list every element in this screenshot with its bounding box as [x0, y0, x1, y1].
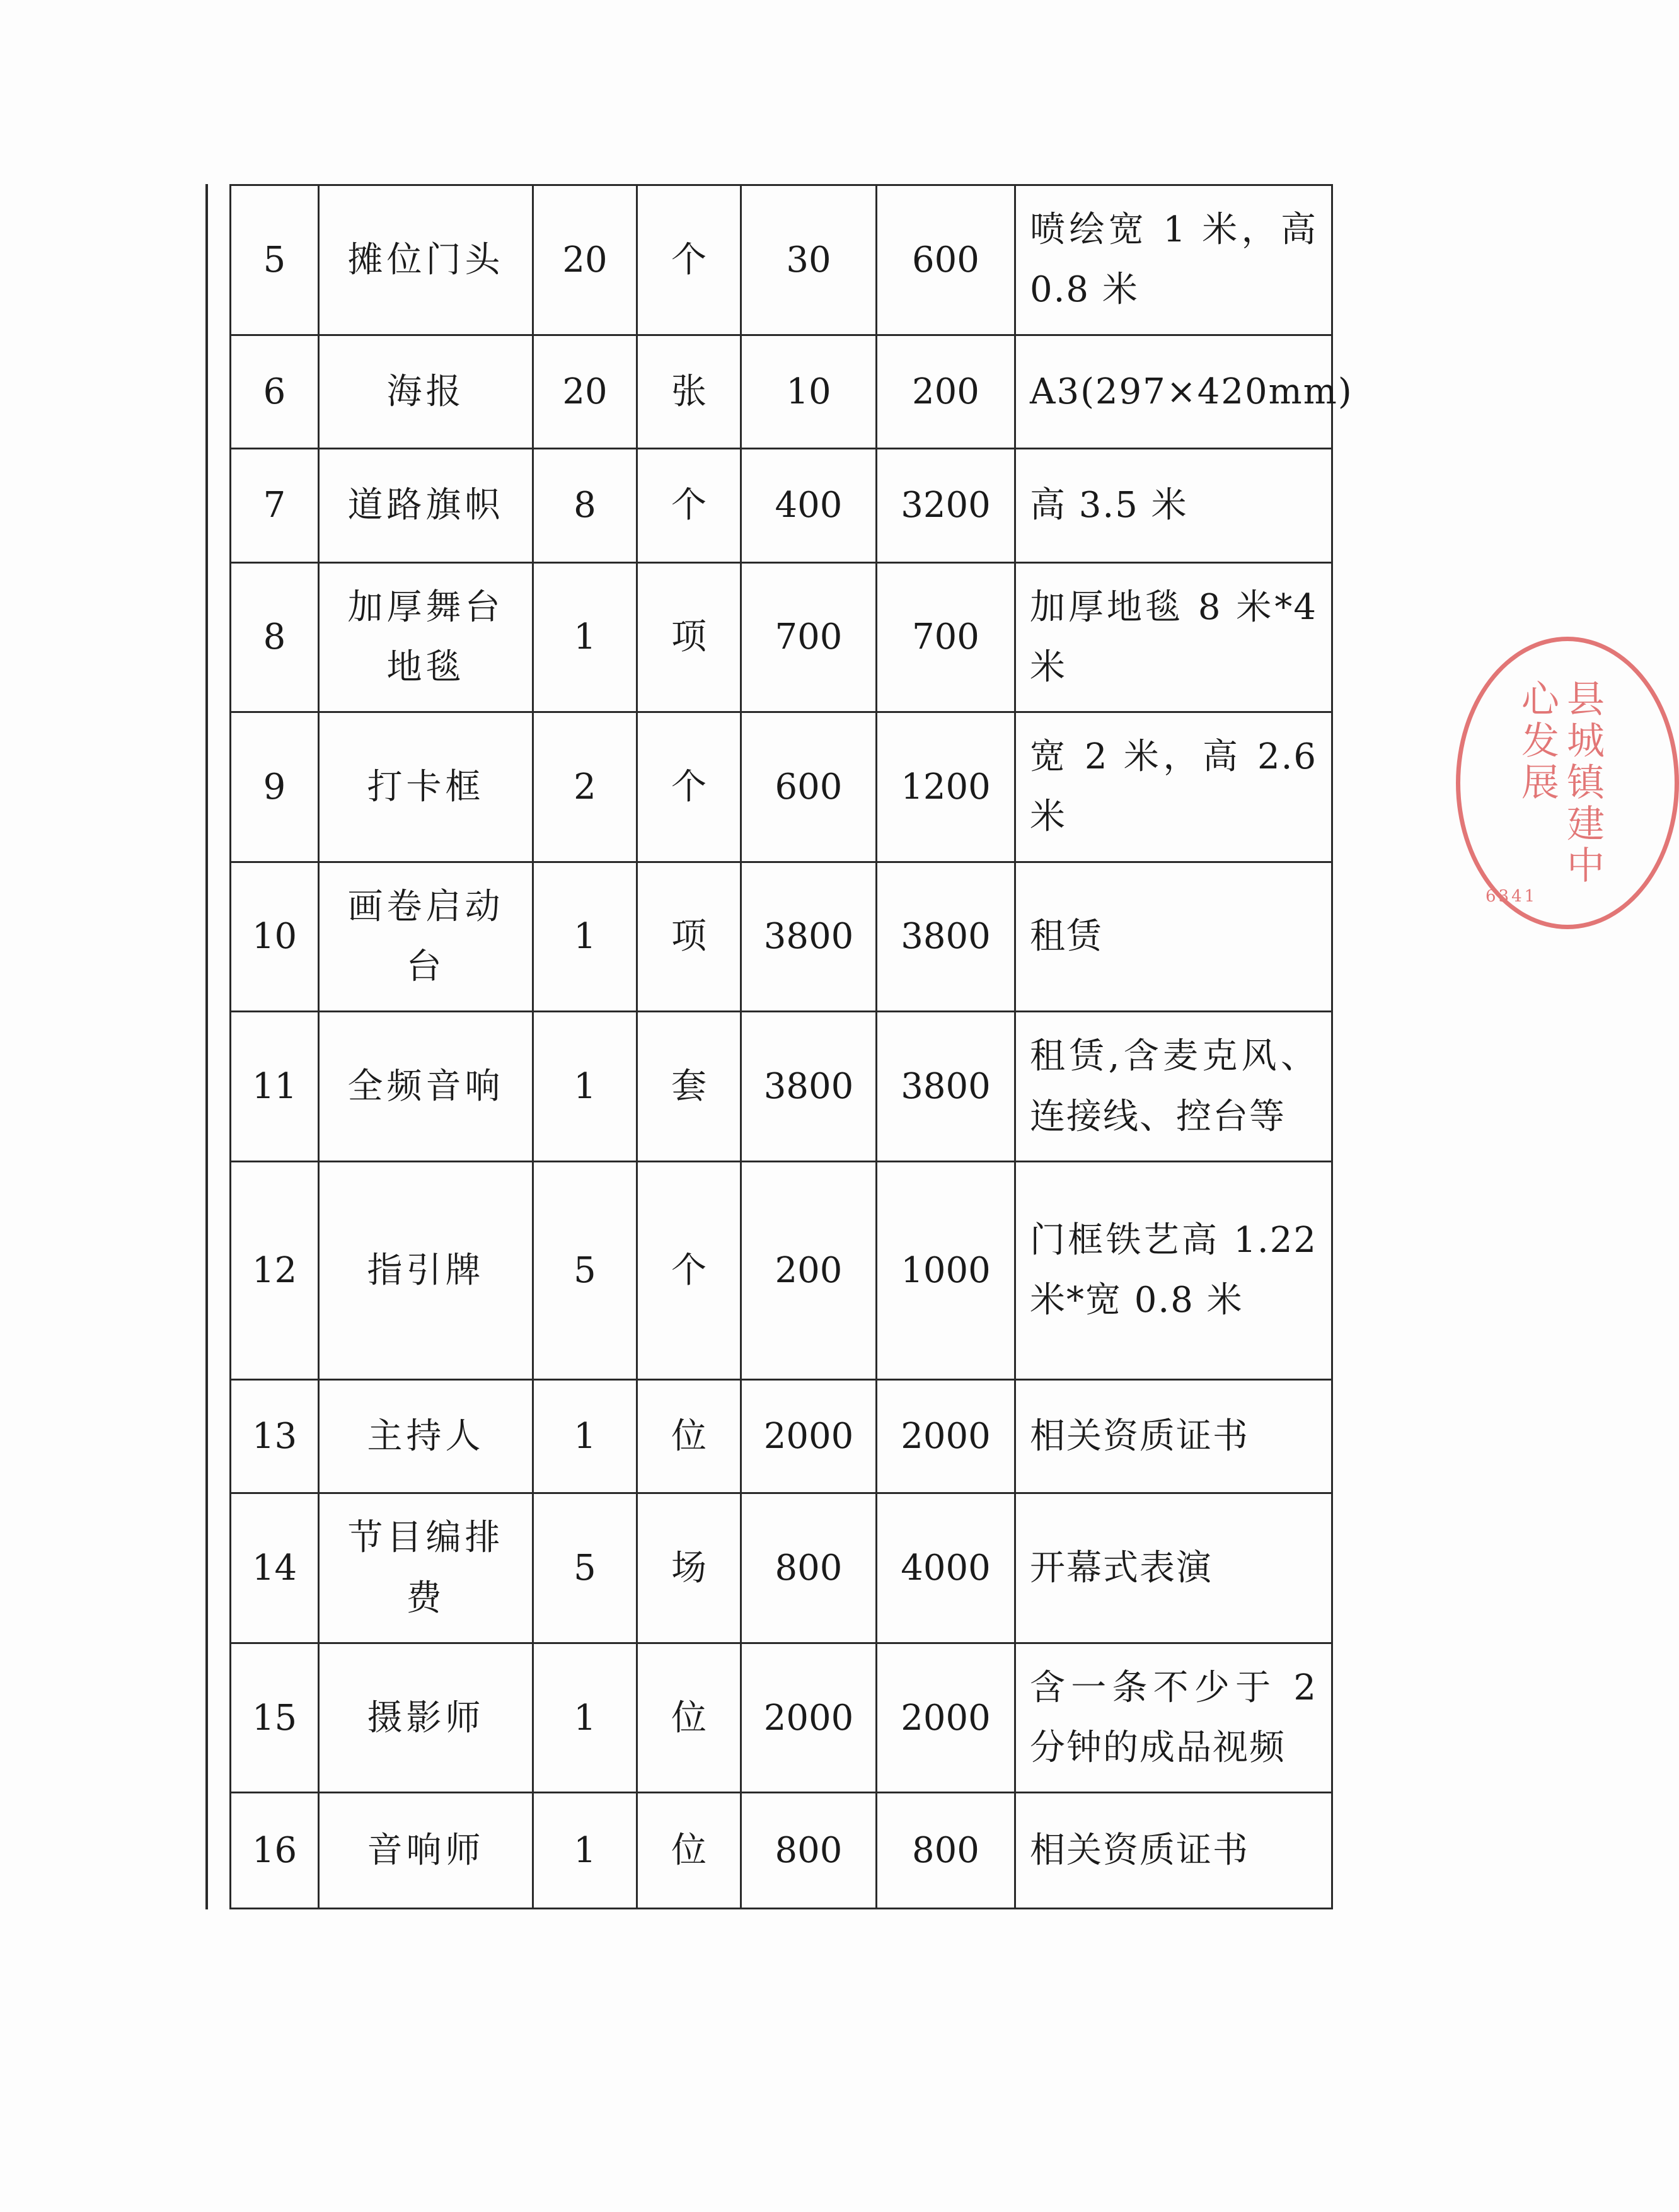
- cell-total: 1200: [877, 712, 1015, 862]
- cell-unit: 套: [637, 1012, 741, 1162]
- cell-total: 200: [877, 335, 1015, 448]
- cell-no: 12: [231, 1161, 319, 1379]
- cell-spec: A3(297×420mm): [1015, 335, 1332, 448]
- cell-qty: 1: [533, 862, 637, 1012]
- cell-unit: 项: [637, 562, 741, 712]
- cell-total: 1000: [877, 1161, 1015, 1379]
- cell-unit: 个: [637, 185, 741, 335]
- cell-spec: 含一条不少于 2 分钟的成品视频: [1015, 1643, 1332, 1793]
- table-row: [231, 1793, 1332, 1909]
- quote-table: [229, 184, 1353, 1909]
- cell-price: 10: [741, 335, 877, 448]
- cell-unit: 位: [637, 1643, 741, 1793]
- official-seal-stamp: [1456, 637, 1679, 929]
- cell-spec: 开幕式表演: [1015, 1493, 1332, 1643]
- cell-no: 5: [231, 185, 319, 335]
- cell-price: 3800: [741, 1012, 877, 1162]
- table-row: [231, 712, 1332, 862]
- cell-unit: 个: [637, 712, 741, 862]
- cell-name: 节目编排费: [319, 1493, 533, 1643]
- cell-price: 3800: [741, 862, 877, 1012]
- cell-no: 15: [231, 1643, 319, 1793]
- cell-price: 600: [741, 712, 877, 862]
- table-row: [231, 335, 1332, 448]
- cell-total: 2000: [877, 1379, 1015, 1493]
- cell-unit: 场: [637, 1493, 741, 1643]
- cell-no: 11: [231, 1012, 319, 1162]
- cell-qty: 2: [533, 712, 637, 862]
- cell-price: 700: [741, 562, 877, 712]
- seal-code: 6341: [1486, 887, 1538, 906]
- cell-name: 全频音响: [319, 1012, 533, 1162]
- cell-unit: 位: [637, 1793, 741, 1909]
- cell-qty: 1: [533, 562, 637, 712]
- cell-no: 14: [231, 1493, 319, 1643]
- table-row: [231, 1012, 1332, 1162]
- cell-qty: 1: [533, 1643, 637, 1793]
- cell-total: 2000: [877, 1643, 1015, 1793]
- cell-spec: 喷绘宽 1 米，高 0.8 米: [1015, 185, 1332, 335]
- cell-spec: 宽 2 米，高 2.6 米: [1015, 712, 1332, 862]
- cell-total: 4000: [877, 1493, 1015, 1643]
- cell-total: 700: [877, 562, 1015, 712]
- table-row: [231, 449, 1332, 562]
- cell-name: 打卡框: [319, 712, 533, 862]
- cell-price: 400: [741, 449, 877, 562]
- cell-spec: 高 3.5 米: [1015, 449, 1332, 562]
- cell-name: 摊位门头: [319, 185, 533, 335]
- cell-total: 3800: [877, 1012, 1015, 1162]
- table-row: [231, 1161, 1332, 1379]
- cell-name: 画卷启动台: [319, 862, 533, 1012]
- cell-spec: 租赁,含麦克风、连接线、控台等: [1015, 1012, 1332, 1162]
- cell-name: 海报: [319, 335, 533, 448]
- cell-name: 道路旗帜: [319, 449, 533, 562]
- cell-qty: 8: [533, 449, 637, 562]
- cell-spec: 加厚地毯 8 米*4 米: [1015, 562, 1332, 712]
- cell-spec: 相关资质证书: [1015, 1793, 1332, 1909]
- cell-no: 10: [231, 862, 319, 1012]
- cell-spec: 门框铁艺高 1.22 米*宽 0.8 米: [1015, 1161, 1332, 1379]
- cell-no: 13: [231, 1379, 319, 1493]
- cell-unit: 个: [637, 1161, 741, 1379]
- cell-qty: 5: [533, 1493, 637, 1643]
- table-row: [231, 862, 1332, 1012]
- cell-spec: 相关资质证书: [1015, 1379, 1332, 1493]
- cell-total: 3800: [877, 862, 1015, 1012]
- table-row: [231, 1379, 1332, 1493]
- cell-no: 6: [231, 335, 319, 448]
- cell-qty: 1: [533, 1793, 637, 1909]
- cell-price: 800: [741, 1493, 877, 1643]
- cell-price: 200: [741, 1161, 877, 1379]
- cell-name: 音响师: [319, 1793, 533, 1909]
- cell-qty: 20: [533, 185, 637, 335]
- cell-qty: 1: [533, 1012, 637, 1162]
- cell-qty: 20: [533, 335, 637, 448]
- cell-total: 800: [877, 1793, 1015, 1909]
- cell-name: 摄影师: [319, 1643, 533, 1793]
- cell-no: 16: [231, 1793, 319, 1909]
- cell-no: 8: [231, 562, 319, 712]
- cell-name: 主持人: [319, 1379, 533, 1493]
- cell-price: 2000: [741, 1379, 877, 1493]
- cell-no: 9: [231, 712, 319, 862]
- cell-no: 7: [231, 449, 319, 562]
- table-row: [231, 185, 1332, 335]
- cell-total: 600: [877, 185, 1015, 335]
- cell-qty: 1: [533, 1379, 637, 1493]
- cell-total: 3200: [877, 449, 1015, 562]
- table-row: [231, 562, 1332, 712]
- cell-qty: 5: [533, 1161, 637, 1379]
- table-row: [231, 1493, 1332, 1643]
- cell-unit: 位: [637, 1379, 741, 1493]
- table-row: [231, 1643, 1332, 1793]
- cell-spec: 租赁: [1015, 862, 1332, 1012]
- cell-unit: 张: [637, 335, 741, 448]
- cell-price: 800: [741, 1793, 877, 1909]
- cell-unit: 项: [637, 862, 741, 1012]
- cell-name: 指引牌: [319, 1161, 533, 1379]
- seal-text: 县城镇建中心发展: [1515, 679, 1605, 887]
- cell-unit: 个: [637, 449, 741, 562]
- cell-name: 加厚舞台地毯: [319, 562, 533, 712]
- cell-price: 30: [741, 185, 877, 335]
- cell-price: 2000: [741, 1643, 877, 1793]
